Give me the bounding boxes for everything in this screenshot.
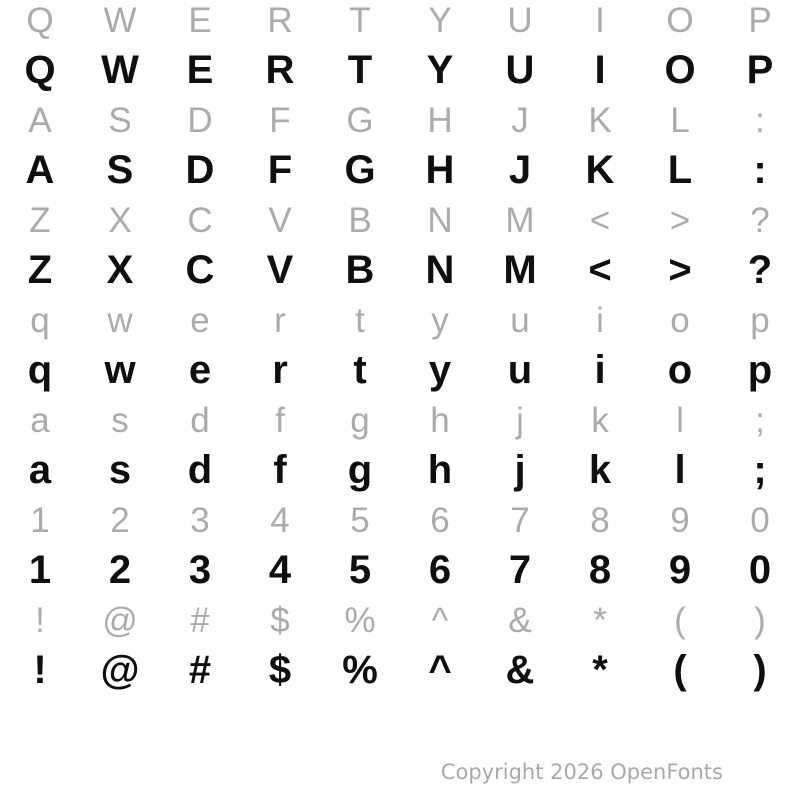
glyph-cell: 7 — [510, 500, 530, 540]
glyph-cell: g — [347, 448, 373, 492]
glyph-cell: $ — [268, 648, 292, 692]
glyph-cell: # — [188, 648, 212, 692]
glyph-cell: & — [505, 648, 535, 692]
glyph-cell: V — [268, 200, 292, 240]
uppercase-home-row-black — [0, 148, 800, 192]
glyph-cell: r — [272, 348, 288, 392]
glyph-cell: 9 — [670, 500, 690, 540]
glyph-cell: @ — [102, 600, 138, 640]
glyph-cell: < — [588, 248, 612, 292]
digits-row-gray — [0, 500, 800, 540]
glyph-cell: Y — [426, 48, 454, 92]
glyph-cell: W — [101, 48, 139, 92]
glyph-cell: 5 — [350, 500, 370, 540]
lowercase-top-row-black — [0, 348, 800, 392]
glyph-cell: 9 — [668, 548, 692, 592]
glyph-cell: 0 — [750, 500, 770, 540]
glyph-cell: t — [353, 348, 367, 392]
glyph-cell: < — [589, 200, 611, 240]
glyph-cell: O — [664, 48, 696, 92]
glyph-cell: l — [676, 400, 684, 440]
glyph-cell: * — [592, 648, 608, 692]
glyph-cell: S — [108, 100, 132, 140]
glyph-cell: l — [674, 448, 686, 492]
glyph-cell: > — [668, 248, 692, 292]
glyph-cell: F — [269, 100, 291, 140]
glyph-cell: 1 — [28, 548, 52, 592]
glyph-cell: C — [187, 200, 213, 240]
glyph-cell: $ — [270, 600, 290, 640]
glyph-cell: 3 — [190, 500, 210, 540]
glyph-cell: % — [344, 600, 376, 640]
glyph-cell: I — [595, 0, 605, 40]
glyph-cell: g — [350, 400, 370, 440]
glyph-cell: y — [428, 348, 452, 392]
glyph-cell: G — [346, 100, 374, 140]
glyph-cell: A — [28, 100, 52, 140]
glyph-cell: u — [507, 348, 533, 392]
glyph-cell: R — [265, 48, 295, 92]
glyph-cell: W — [103, 0, 137, 40]
uppercase-bottom-row-gray — [0, 200, 800, 240]
glyph-cell: ! — [35, 600, 45, 640]
glyph-cell: o — [667, 348, 693, 392]
glyph-cell: G — [344, 148, 376, 192]
glyph-cell: t — [355, 300, 365, 340]
glyph-cell: f — [275, 400, 285, 440]
glyph-cell: p — [747, 348, 773, 392]
glyph-cell: K — [588, 100, 612, 140]
glyph-cell: a — [30, 400, 50, 440]
copyright-text: Copyright 2026 OpenFonts — [440, 760, 723, 784]
glyph-cell: @ — [100, 648, 140, 692]
glyph-cell: r — [274, 300, 286, 340]
glyph-cell: J — [511, 100, 529, 140]
glyph-cell: N — [425, 248, 455, 292]
glyph-cell: 5 — [348, 548, 372, 592]
glyph-cell: 4 — [268, 548, 292, 592]
glyph-cell: L — [670, 100, 690, 140]
glyph-cell: D — [185, 148, 215, 192]
glyph-cell: h — [427, 448, 453, 492]
glyph-cell: B — [345, 248, 375, 292]
glyph-cell: ( — [674, 600, 686, 640]
glyph-cell: I — [594, 48, 606, 92]
glyph-cell: ^ — [431, 600, 449, 640]
glyph-cell: s — [108, 448, 132, 492]
glyph-cell: P — [748, 0, 772, 40]
glyph-cell: 0 — [748, 548, 772, 592]
glyph-cell: Z — [29, 200, 51, 240]
glyph-cell: y — [431, 300, 449, 340]
uppercase-top-row-black — [0, 48, 800, 92]
glyph-cell: O — [666, 0, 694, 40]
glyph-cell: e — [188, 348, 212, 392]
glyph-cell: 6 — [428, 548, 452, 592]
glyph-cell: w — [107, 300, 133, 340]
uppercase-bottom-row-black — [0, 248, 800, 292]
glyph-cell: T — [349, 0, 371, 40]
glyph-cell: a — [28, 448, 52, 492]
glyph-cell: U — [507, 0, 533, 40]
glyph-cell: T — [347, 48, 373, 92]
symbols-row-black — [0, 648, 800, 692]
glyph-cell: R — [267, 0, 293, 40]
glyph-cell: & — [508, 600, 532, 640]
lowercase-top-row-gray — [0, 300, 800, 340]
glyph-cell: ( — [673, 648, 687, 692]
glyph-cell: V — [266, 248, 294, 292]
glyph-cell: A — [25, 148, 55, 192]
glyph-cell: X — [106, 248, 134, 292]
glyph-cell: 2 — [110, 500, 130, 540]
glyph-cell: % — [342, 648, 378, 692]
glyph-cell: e — [190, 300, 210, 340]
glyph-cell: J — [508, 148, 532, 192]
glyph-cell: i — [596, 300, 604, 340]
glyph-cell: M — [503, 248, 537, 292]
glyph-cell: H — [427, 100, 453, 140]
glyph-cell: 6 — [430, 500, 450, 540]
glyph-cell: f — [273, 448, 287, 492]
glyph-cell: E — [186, 48, 214, 92]
glyph-cell: j — [516, 400, 524, 440]
glyph-cell: C — [185, 248, 215, 292]
glyph-cell: ) — [753, 648, 767, 692]
glyph-cell: ? — [750, 200, 770, 240]
glyph-cell: N — [427, 200, 453, 240]
glyph-cell: k — [588, 448, 612, 492]
glyph-cell: h — [430, 400, 450, 440]
glyph-cell: L — [667, 148, 693, 192]
glyph-cell: Z — [27, 248, 53, 292]
glyph-cell: j — [514, 448, 526, 492]
glyph-cell: S — [106, 148, 134, 192]
glyph-cell: F — [267, 148, 293, 192]
glyph-cell: 1 — [30, 500, 50, 540]
glyph-cell: M — [505, 200, 535, 240]
glyph-cell: ^ — [428, 648, 452, 692]
glyph-cell: ; — [755, 400, 765, 440]
glyph-cell: i — [594, 348, 606, 392]
glyph-cell: : — [753, 148, 767, 192]
glyph-cell: o — [670, 300, 690, 340]
glyph-cell: E — [188, 0, 212, 40]
glyph-cell: q — [27, 348, 53, 392]
glyph-cell: > — [669, 200, 691, 240]
glyph-cell: u — [510, 300, 530, 340]
glyph-cell: d — [187, 448, 213, 492]
glyph-cell: Y — [428, 0, 452, 40]
glyph-cell: ) — [754, 600, 766, 640]
glyph-cell: 8 — [590, 500, 610, 540]
glyph-cell: D — [187, 100, 213, 140]
lowercase-home-row-black — [0, 448, 800, 492]
glyph-cell: Q — [26, 0, 54, 40]
glyph-cell: 8 — [588, 548, 612, 592]
glyph-cell: U — [505, 48, 535, 92]
glyph-cell: ; — [753, 448, 767, 492]
glyph-cell: P — [746, 48, 774, 92]
glyph-cell: ! — [33, 648, 47, 692]
glyph-cell: B — [348, 200, 372, 240]
glyph-cell: p — [750, 300, 770, 340]
glyph-cell: 4 — [270, 500, 290, 540]
glyph-cell: d — [190, 400, 210, 440]
uppercase-home-row-gray — [0, 100, 800, 140]
glyph-cell: * — [593, 600, 607, 640]
digits-row-black — [0, 548, 800, 592]
glyph-cell: w — [104, 348, 136, 392]
glyph-cell: ? — [747, 248, 773, 292]
glyph-cell: 7 — [508, 548, 532, 592]
uppercase-top-row-gray — [0, 0, 800, 40]
symbols-row-gray — [0, 600, 800, 640]
glyph-cell: X — [108, 200, 132, 240]
glyph-cell: H — [425, 148, 455, 192]
glyph-cell: 2 — [108, 548, 132, 592]
glyph-cell: # — [190, 600, 210, 640]
glyph-cell: K — [585, 148, 615, 192]
glyph-cell: : — [755, 100, 765, 140]
glyph-cell: 3 — [188, 548, 212, 592]
lowercase-home-row-gray — [0, 400, 800, 440]
glyph-cell: q — [30, 300, 50, 340]
glyph-cell: s — [111, 400, 129, 440]
glyph-cell: k — [591, 400, 609, 440]
glyph-cell: Q — [24, 48, 56, 92]
